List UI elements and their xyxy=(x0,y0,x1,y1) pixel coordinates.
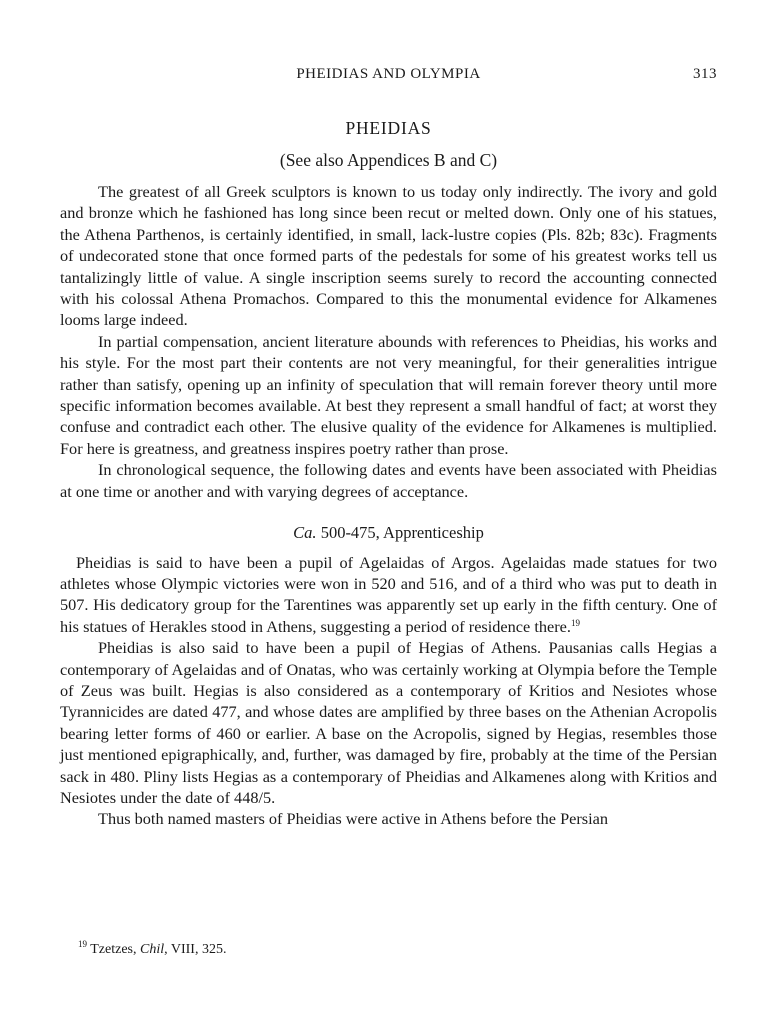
running-title: PHEIDIAS AND OLYMPIA xyxy=(296,66,481,82)
paragraph: Pheidias is also said to have been a pupil of Hegias of Athens. Pausanias calls Hegias a contemporary of Agelaidas and of Onatas, who was certainly working at Olympia before the Temple of Zeus was built. Hegias is also considered as a contemporary of Kritios and Nesiotes whose Tyrannicides are dated 477, and whose dates are amplified by three bases on the Athenian Acropolis bearing letter forms of 460 or earlier. A base on the Acropolis, signed by Hegias, resembles those just mentioned epigraphically, and, further, was damaged by fire, probably at the time of the Persian sack in 480. Pliny lists Hegias as a contemporary of Pheidias and Alkamenes along with Kritios and Nesiotes under the date of 448/5. xyxy=(60,638,717,807)
paragraph: In partial compensation, ancient literature abounds with references to Pheidias, his works and his style. For the most part their contents are not very meaningful, for their generalities intrigue rather than satisfy, opening up an infinity of speculation that will remain forever theory until more specific information becomes available. At best they represent a small handful of fact; at worst they confuse and contradict each other. The elusive quality of the evidence for Alkamenes is multiplied. For here is greatness, and greatness inspires poetry rather than prose. xyxy=(60,331,717,458)
footnote-ref: , VIII, 325. xyxy=(164,942,227,957)
section-title-italic: Ca. xyxy=(293,523,317,543)
chapter-subheading: (See also Appendices B and C) xyxy=(279,150,498,170)
footnote xyxy=(78,939,227,958)
body-text xyxy=(60,181,717,830)
footnote-author: Tzetzes, xyxy=(87,942,140,957)
paragraph: Thus both named masters of Pheidias were active in Athens before the Persian xyxy=(98,809,609,829)
chapter-heading: PHEIDIAS xyxy=(345,118,432,138)
paragraph: In chronological sequence, the following dates and events have been associated with Pheidias at one time or another and with varying degrees of acceptance. xyxy=(60,460,717,501)
paragraph-text: Pheidias is said to have been a pupil of Agelaidas of Argos. Agelaidas made statues for two athletes whose Olympic victories were won in 520 and 516, and of a third who was put to death in 507. His dedicatory group for the Tarentines was apparently set up early in the fifth century. One of his statues of Herakles stood in Athens, suggesting a period of residence there. xyxy=(60,552,717,636)
page-number: 313 xyxy=(693,66,717,82)
footnote-number: 19 xyxy=(78,939,87,949)
section-title-text: 500-475, Apprenticeship xyxy=(316,523,484,543)
section-title xyxy=(60,522,717,543)
paragraph xyxy=(60,552,717,638)
footnote-work: Chil xyxy=(140,942,165,957)
footnote-reference[interactable]: 19 xyxy=(570,617,580,628)
paragraph: The greatest of all Greek sculptors is known to us today only indirectly. The ivory and gold and bronze which he fashioned has long since been recut or melted down. Only one of his statues, the Athena Parthenos, is certainly identified, in small, lack-lustre copies (Pls. 82b; 83c). Fragments of undecorated stone that once formed parts of the pedestals for some of his greatest works tell us tantalizingly little of value. A single inscription seems surely to record the accounting connected with his colossal Athena Promachos. Compared to this the monumental evidence for Alkamenes looms large indeed. xyxy=(60,182,717,330)
